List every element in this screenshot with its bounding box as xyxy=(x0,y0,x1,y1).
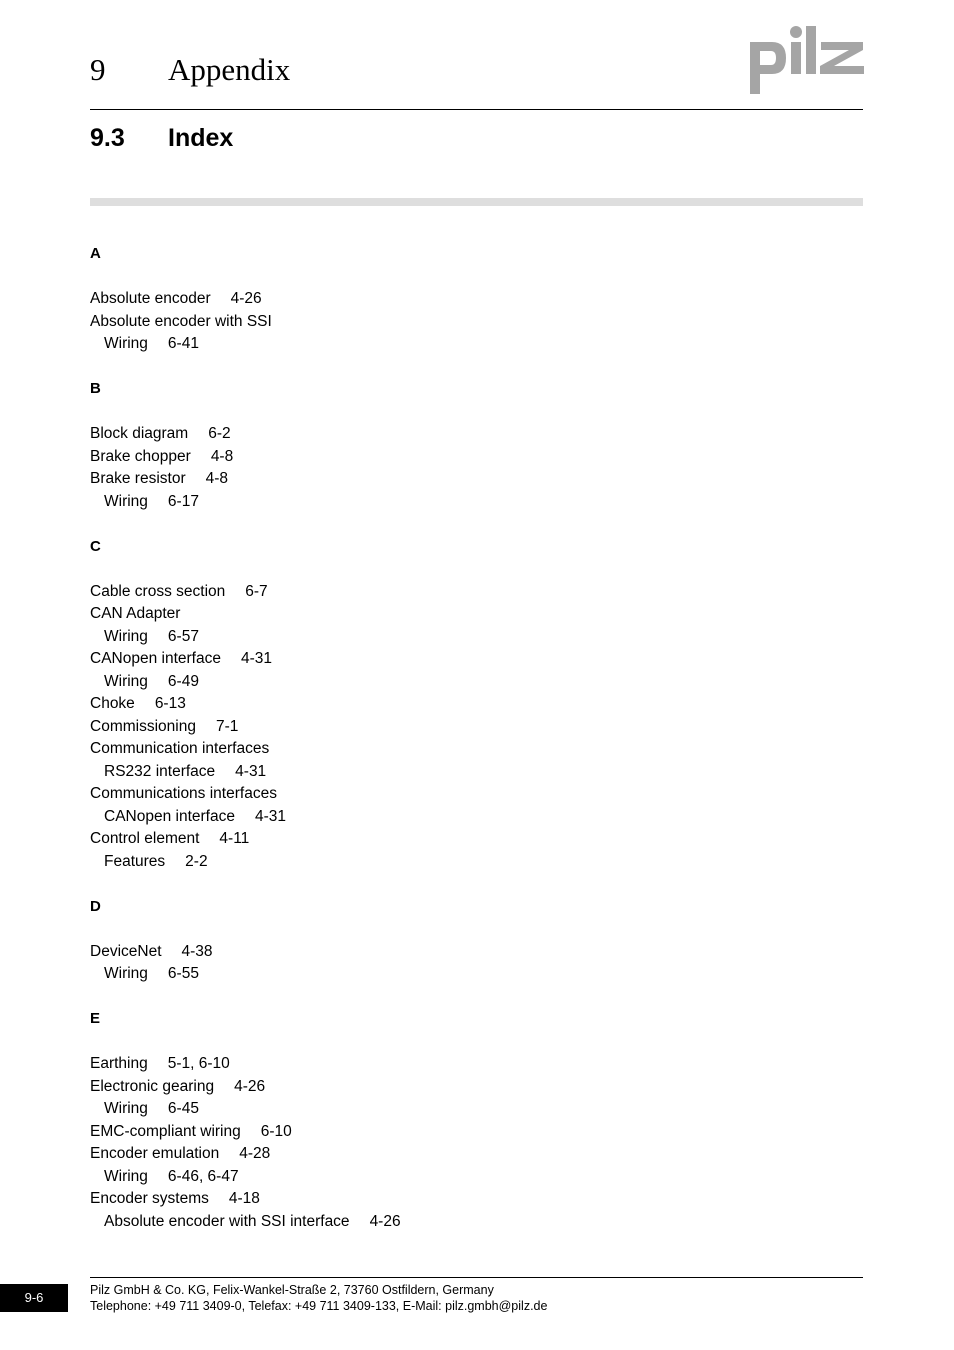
entry-term: Block diagram xyxy=(90,425,189,442)
index-letter-heading: B xyxy=(90,380,101,397)
entry-term: Wiring xyxy=(104,492,148,510)
entry-term: Communications interfaces xyxy=(90,785,277,802)
entry-page-ref[interactable]: 4-11 xyxy=(219,830,250,847)
entry-term: Wiring xyxy=(104,627,148,645)
entry-page-ref[interactable]: 6-13 xyxy=(154,695,186,712)
index-entry xyxy=(90,738,401,761)
entry-page-ref[interactable]: 4-18 xyxy=(228,1190,260,1207)
entry-term: Absolute encoder xyxy=(90,290,211,307)
entry-term: Brake chopper xyxy=(90,447,191,465)
entry-term: Communication interfaces xyxy=(90,740,270,757)
index-entry xyxy=(90,468,401,491)
section-heading xyxy=(90,124,233,153)
footer-contact: Telephone: +49 711 3409-0, Telefax: +49 711 3409-133, E-Mail: pilz.gmbh@pilz.de xyxy=(90,1299,548,1313)
index-entry xyxy=(90,1188,401,1211)
entry-term: CANopen interface xyxy=(104,807,235,825)
index-entry xyxy=(90,693,401,716)
entry-page-ref[interactable]: 4-8 xyxy=(210,447,234,465)
entry-term: Wiring xyxy=(104,965,148,982)
index-entry xyxy=(90,648,401,671)
entry-term: RS232 interface xyxy=(104,762,216,780)
index-list xyxy=(90,243,401,1256)
entry-page-ref[interactable]: 5-1, 6-10 xyxy=(167,1055,230,1072)
index-subentry xyxy=(90,761,401,784)
entry-term: Encoder emulation xyxy=(90,1145,220,1162)
index-subentry xyxy=(90,671,401,694)
entry-term: DeviceNet xyxy=(90,942,162,960)
entry-page-ref[interactable]: 4-26 xyxy=(230,290,262,307)
entry-term: Absolute encoder with SSI xyxy=(90,312,272,330)
entry-term: Earthing xyxy=(90,1055,148,1072)
index-entry xyxy=(90,603,401,626)
pilz-logo xyxy=(746,22,866,94)
footer-address: Pilz GmbH & Co. KG, Felix-Wankel-Straße 2, 73760 Ostfildern, Germany xyxy=(90,1283,494,1297)
entry-page-ref[interactable]: 6-45 xyxy=(167,1100,199,1117)
entry-term: Absolute encoder with SSI interface xyxy=(104,1212,350,1230)
index-entry xyxy=(90,446,401,469)
entry-page-ref[interactable]: 4-26 xyxy=(234,1077,266,1095)
entry-page-ref[interactable]: 6-2 xyxy=(208,425,231,442)
chapter-number: 9 xyxy=(90,52,106,87)
index-group xyxy=(90,581,401,874)
entry-term: Control element xyxy=(90,830,200,847)
entry-term: Features xyxy=(104,852,166,870)
entry-page-ref[interactable]: 6-55 xyxy=(167,965,199,982)
index-subentry xyxy=(90,806,401,829)
entry-term: Wiring xyxy=(104,1100,148,1117)
index-entry xyxy=(90,828,401,851)
index-group xyxy=(90,288,401,356)
index-entry xyxy=(90,1053,401,1076)
entry-term: Commissioning xyxy=(90,717,196,735)
section-number: 9.3 xyxy=(90,124,125,152)
index-subentry xyxy=(90,1211,401,1234)
entry-page-ref[interactable]: 6-46, 6-47 xyxy=(167,1167,239,1185)
index-letter-heading: A xyxy=(90,245,101,262)
index-group xyxy=(90,941,401,986)
entry-page-ref[interactable]: 4-31 xyxy=(235,762,267,780)
header-rule xyxy=(90,109,863,110)
index-subentry xyxy=(90,1166,401,1189)
index-entry xyxy=(90,1143,401,1166)
index-letter-heading: E xyxy=(90,1010,101,1027)
index-entry xyxy=(90,423,401,446)
section-divider-bar xyxy=(90,198,863,206)
index-entry xyxy=(90,783,401,806)
index-subentry xyxy=(90,963,401,986)
entry-page-ref[interactable]: 6-57 xyxy=(167,627,199,645)
index-entry xyxy=(90,941,401,964)
entry-term: CANopen interface xyxy=(90,650,221,667)
footer-text xyxy=(90,1282,547,1314)
chapter-heading xyxy=(90,52,290,88)
entry-page-ref[interactable]: 6-41 xyxy=(167,335,199,352)
chapter-title: Appendix xyxy=(168,52,291,87)
page-number: 9-6 xyxy=(0,1284,68,1312)
entry-term: Wiring xyxy=(104,1167,148,1185)
index-subentry xyxy=(90,1098,401,1121)
entry-term: Electronic gearing xyxy=(90,1077,215,1095)
index-group xyxy=(90,423,401,513)
entry-page-ref[interactable]: 4-8 xyxy=(205,470,229,487)
index-entry xyxy=(90,581,401,604)
entry-term: Cable cross section xyxy=(90,582,226,600)
index-letter-heading: C xyxy=(90,537,101,555)
entry-page-ref[interactable]: 4-31 xyxy=(240,650,272,667)
entry-page-ref[interactable]: 4-26 xyxy=(369,1212,401,1230)
entry-page-ref[interactable]: 2-2 xyxy=(185,852,208,870)
index-entry xyxy=(90,716,401,739)
entry-term: Wiring xyxy=(104,335,148,352)
index-subentry xyxy=(90,491,401,514)
index-subentry xyxy=(90,851,401,874)
index-subentry xyxy=(90,333,401,356)
entry-term: Brake resistor xyxy=(90,470,186,487)
index-entry xyxy=(90,288,401,311)
index-subentry xyxy=(90,626,401,649)
index-entry xyxy=(90,1121,401,1144)
index-letter-heading: D xyxy=(90,897,101,915)
entry-page-ref[interactable]: 6-17 xyxy=(167,492,199,510)
entry-page-ref[interactable]: 7-1 xyxy=(215,717,239,735)
entry-term: CAN Adapter xyxy=(90,605,181,622)
index-group xyxy=(90,1053,401,1233)
index-entry xyxy=(90,311,401,334)
entry-page-ref[interactable]: 6-7 xyxy=(245,582,268,600)
section-title: Index xyxy=(168,124,234,152)
index-entry xyxy=(90,1076,401,1099)
entry-page-ref[interactable]: 4-28 xyxy=(239,1145,271,1162)
entry-page-ref[interactable]: 6-10 xyxy=(260,1122,292,1140)
entry-term: Choke xyxy=(90,695,135,712)
entry-page-ref[interactable]: 4-38 xyxy=(181,942,213,960)
entry-term: Encoder systems xyxy=(90,1190,209,1207)
footer-rule xyxy=(90,1277,863,1278)
entry-term: Wiring xyxy=(104,672,148,690)
entry-page-ref[interactable]: 4-31 xyxy=(254,807,286,825)
entry-term: EMC-compliant wiring xyxy=(90,1122,241,1140)
entry-page-ref[interactable]: 6-49 xyxy=(167,672,199,690)
